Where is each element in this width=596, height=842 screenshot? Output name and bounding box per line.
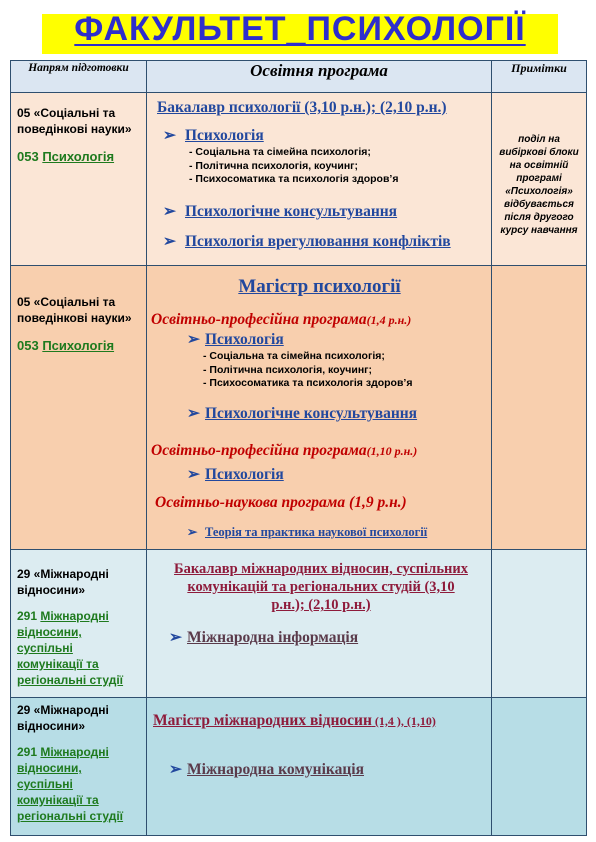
table-row bbox=[11, 698, 587, 836]
table-row bbox=[11, 266, 587, 550]
program-psychology[interactable]: ➢ Психологія bbox=[187, 466, 284, 483]
header-direction: Напрям підготовки bbox=[11, 61, 147, 93]
program-table bbox=[10, 60, 587, 836]
subtrack-item: - Соціальна та сімейна психологія; bbox=[203, 350, 385, 362]
program-psychology[interactable]: ➢ Психологія bbox=[187, 331, 284, 348]
master-international-relations-heading[interactable]: Магістр міжнародних відносин (1,4 ), (1,10) bbox=[153, 712, 436, 729]
bachelor-international-relations-heading[interactable]: Бакалавр міжнародних відносин, суспільних комунікацій та регіональних студій (3,10 р.н.); (2,10 р.н.) bbox=[174, 561, 468, 613]
program-psychological-counseling[interactable]: ➢ Психологічне консультування bbox=[187, 405, 418, 422]
arrow-bullet-icon: ➢ bbox=[187, 525, 198, 539]
program-conflict-resolution[interactable]: ➢ Психологія врегулювання конфліктів bbox=[163, 233, 451, 250]
program-international-communication[interactable]: ➢ Міжнародна комунікація bbox=[169, 761, 364, 778]
program-type-label: Освітньо-професійна програма(1,10 р.н.) bbox=[151, 442, 418, 459]
arrow-bullet-icon: ➢ bbox=[169, 761, 182, 778]
specialty-link[interactable]: Психологія bbox=[42, 149, 115, 164]
arrow-bullet-icon: ➢ bbox=[187, 405, 200, 422]
program-international-information[interactable]: ➢ Міжнародна інформація bbox=[169, 629, 359, 646]
table-row bbox=[11, 550, 587, 698]
specialty-link[interactable]: Психологія bbox=[42, 338, 115, 353]
direction-label: 29 «Міжнародні відносини» bbox=[17, 703, 109, 733]
subtrack-item: - Політична психологія, коучинг; bbox=[203, 363, 373, 376]
arrow-bullet-icon: ➢ bbox=[163, 233, 176, 250]
direction-label: 29 «Міжнародні відносини» bbox=[17, 567, 109, 597]
arrow-bullet-icon: ➢ bbox=[163, 127, 176, 144]
arrow-bullet-icon: ➢ bbox=[187, 331, 200, 348]
specialty-code: 291 Міжнародні відносини, суспільні комунікації та регіональні студії bbox=[17, 745, 124, 823]
bachelor-psychology-heading[interactable]: Бакалавр психології (3,10 р.н.); (2,10 р.н.) bbox=[157, 99, 447, 116]
program-type-label: Освітньо-професійна програма(1,4 р.н.) bbox=[151, 311, 412, 328]
program-type-label: Освітньо-наукова програма (1,9 р.н.) bbox=[155, 494, 407, 511]
header-notes: Примітки bbox=[492, 61, 587, 93]
program-research-psychology[interactable]: ➢ Теорія та практика наукової психології bbox=[187, 525, 428, 539]
arrow-bullet-icon: ➢ bbox=[163, 203, 176, 220]
subtrack-item: - Політична психологія, коучинг; bbox=[189, 159, 359, 172]
subtrack-list bbox=[189, 146, 398, 187]
specialty-link[interactable]: Міжнародні bbox=[40, 609, 109, 623]
subtrack-item: - Психосоматика та психологія здоров’я bbox=[203, 377, 413, 389]
subtrack-list bbox=[203, 350, 412, 391]
specialty-code: 291 Міжнародні відносини, суспільні комунікації та регіональні студії bbox=[17, 609, 124, 687]
program-psychology[interactable]: ➢ Психологія bbox=[163, 127, 264, 144]
specialty-code: 053 Психологія bbox=[17, 338, 115, 353]
direction-label: 05 «Соціальні та поведінкові науки» bbox=[17, 295, 132, 325]
master-psychology-heading[interactable]: Магістр психології bbox=[238, 276, 401, 297]
arrow-bullet-icon: ➢ bbox=[187, 466, 200, 483]
arrow-bullet-icon: ➢ bbox=[169, 629, 182, 646]
subtrack-item: - Соціальна та сімейна психологія; bbox=[189, 146, 371, 158]
division-note: поділ на вибіркові блоки на освітній програмі «Психологія» відбувається після другого курсу навчання bbox=[499, 134, 579, 236]
page-title: ФАКУЛЬТЕТ_ПСИХОЛОГІЇ bbox=[74, 10, 526, 48]
specialty-code: 053 Психологія bbox=[17, 149, 115, 164]
table-row bbox=[11, 93, 587, 266]
program-psychological-counseling[interactable]: ➢ Психологічне консультування bbox=[163, 203, 398, 220]
specialty-link[interactable]: Міжнародні bbox=[40, 745, 109, 759]
subtrack-item: - Психосоматика та психологія здоров’я bbox=[189, 173, 399, 185]
header-program: Освітня програма bbox=[147, 61, 492, 93]
direction-label: 05 «Соціальні та поведінкові науки» bbox=[17, 106, 132, 136]
